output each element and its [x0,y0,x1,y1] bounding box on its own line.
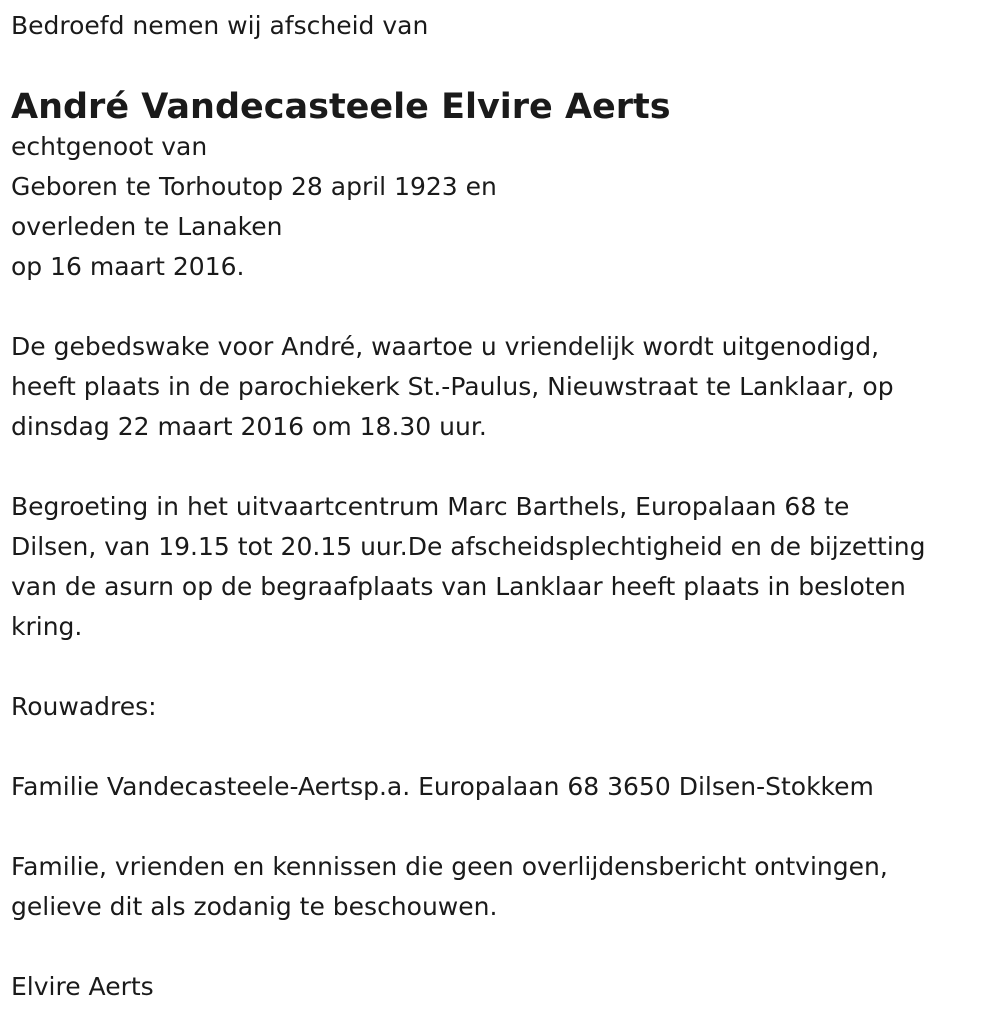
closing-paragraph [11,847,986,927]
life-details [11,127,986,287]
closing-line: gelieve dit als zodanig te beschouwen. [11,892,498,921]
wake-line: dinsdag 22 maart 2016 om 18.30 uur. [11,412,487,441]
obituary-notice [11,6,986,1007]
spacer [11,807,986,847]
spacer [11,647,986,687]
greeting-paragraph [11,487,986,647]
wake-paragraph [11,327,986,447]
wake-line: De gebedswake voor André, waartoe u vriendelijk wordt uitgenodigd, [11,332,880,361]
greeting-line: Dilsen, van 19.15 tot 20.15 uur.De afscheidsplechtigheid en de bijzetting [11,532,926,561]
detail-line: overleden te Lanaken [11,212,283,241]
deceased-names-heading: André Vandecasteele Elvire Aerts [11,87,671,127]
spacer [11,287,986,327]
detail-line: echtgenoot van [11,132,208,161]
greeting-line: van de asurn op de begraafplaats van Lanklaar heeft plaats in besloten [11,572,906,601]
greeting-line: Begroeting in het uitvaartcentrum Marc Barthels, Europalaan 68 te [11,492,850,521]
detail-line: op 16 maart 2016. [11,252,245,281]
spacer [11,447,986,487]
wake-line: heeft plaats in de parochiekerk St.-Paulus, Nieuwstraat te Lanklaar, op [11,372,894,401]
intro-text: Bedroefd nemen wij afscheid van [11,11,429,40]
closing-line: Familie, vrienden en kennissen die geen overlijdensbericht ontvingen, [11,852,888,881]
spacer [11,927,986,967]
greeting-line: kring. [11,612,83,641]
mourning-address: Familie Vandecasteele-Aertsp.a. Europalaan 68 3650 Dilsen-Stokkem [11,772,874,801]
spacer [11,727,986,767]
address-label: Rouwadres: [11,692,157,721]
detail-line: Geboren te Torhoutop 28 april 1923 en [11,172,497,201]
signature: Elvire Aerts [11,972,154,1001]
